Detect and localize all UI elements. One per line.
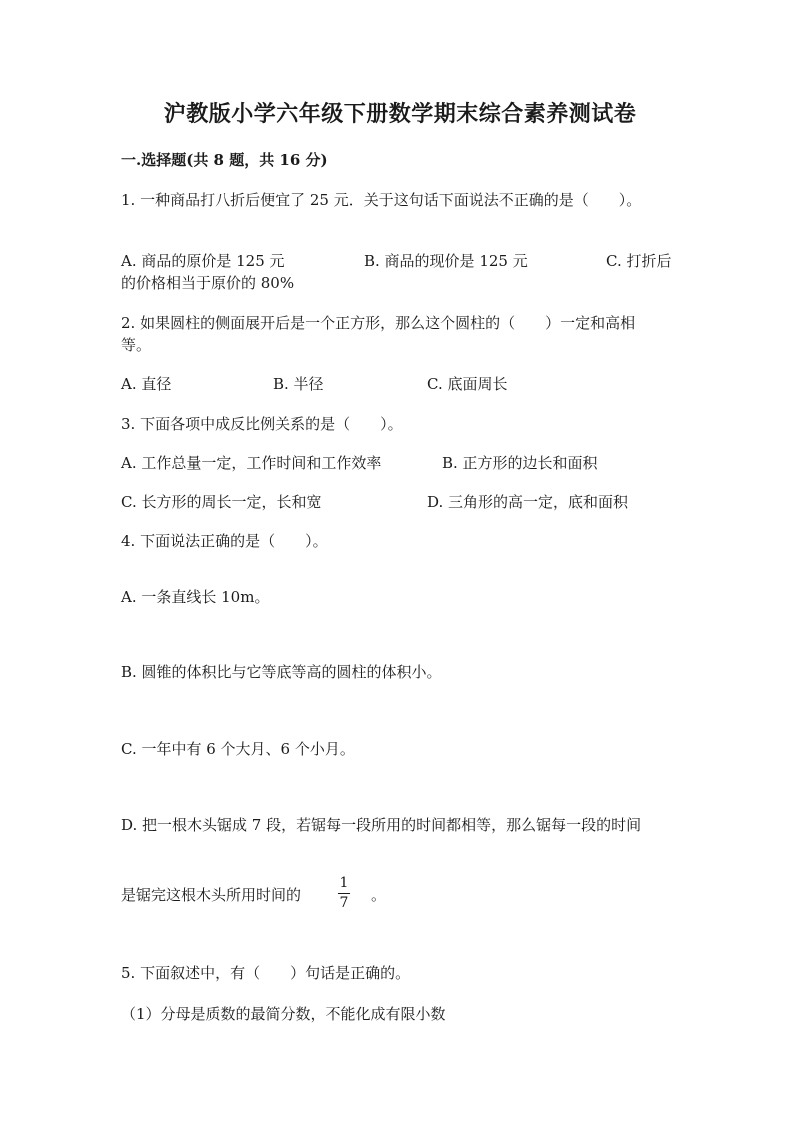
question-2-stem: 2. 如果圆柱的侧面展开后是一个正方形，那么这个圆柱的（ ）一定和高相 bbox=[121, 314, 636, 332]
question-1-stem: 1. 一种商品打八折后便宜了 25 元．关于这句话下面说法不正确的是（ ）。 bbox=[121, 191, 642, 209]
question-4-stem: 4. 下面说法正确的是（ ）。 bbox=[121, 532, 328, 550]
question-3-option-d: D. 三角形的高一定，底和面积 bbox=[427, 493, 629, 511]
fraction-one-seventh bbox=[336, 876, 352, 910]
question-2-option-b: B. 半径 bbox=[273, 375, 324, 393]
question-2-stem-continued: 等。 bbox=[121, 336, 152, 354]
page-title: 沪教版小学六年级下册数学期末综合素养测试卷 bbox=[163, 101, 637, 127]
question-4-option-b: B. 圆锥的体积比与它等底等高的圆柱的体积小。 bbox=[121, 663, 442, 681]
question-4-option-a: A. 一条直线长 10m。 bbox=[121, 588, 270, 606]
question-2-option-c: C. 底面周长 bbox=[427, 375, 508, 393]
question-4-option-d: D. 把一根木头锯成 7 段，若锯每一段所用的时间都相等，那么锯每一段的时间 bbox=[121, 816, 642, 834]
section-heading: 一.选择题(共 8 题，共 16 分) bbox=[121, 151, 328, 169]
question-4-option-d-continued: 是锯完这根木头所用时间的 bbox=[121, 886, 302, 904]
question-3-option-b: B. 正方形的边长和面积 bbox=[442, 454, 598, 472]
question-3-stem: 3. 下面各项中成反比例关系的是（ ）。 bbox=[121, 415, 403, 433]
question-1-option-a: A. 商品的原价是 125 元 bbox=[121, 252, 285, 270]
question-5-statement-1: （1）分母是质数的最简分数，不能化成有限小数 bbox=[121, 1005, 446, 1023]
fraction-denominator: 7 bbox=[339, 895, 349, 911]
question-1-option-c-continued: 的价格相当于原价的 80% bbox=[121, 274, 295, 292]
question-5-stem: 5. 下面叙述中，有（ ）句话是正确的。 bbox=[121, 964, 411, 982]
question-4-option-d-end: 。 bbox=[371, 886, 387, 904]
question-3-option-c: C. 长方形的周长一定，长和宽 bbox=[121, 493, 322, 511]
fraction-numerator: 1 bbox=[339, 875, 349, 891]
question-2-option-a: A. 直径 bbox=[121, 375, 172, 393]
question-3-option-a: A. 工作总量一定，工作时间和工作效率 bbox=[121, 454, 382, 472]
question-1-option-b: B. 商品的现价是 125 元 bbox=[364, 252, 528, 270]
question-1-option-c: C. 打折后 bbox=[606, 252, 672, 270]
question-4-option-c: C. 一年中有 6 个大月、6 个小月。 bbox=[121, 740, 355, 758]
